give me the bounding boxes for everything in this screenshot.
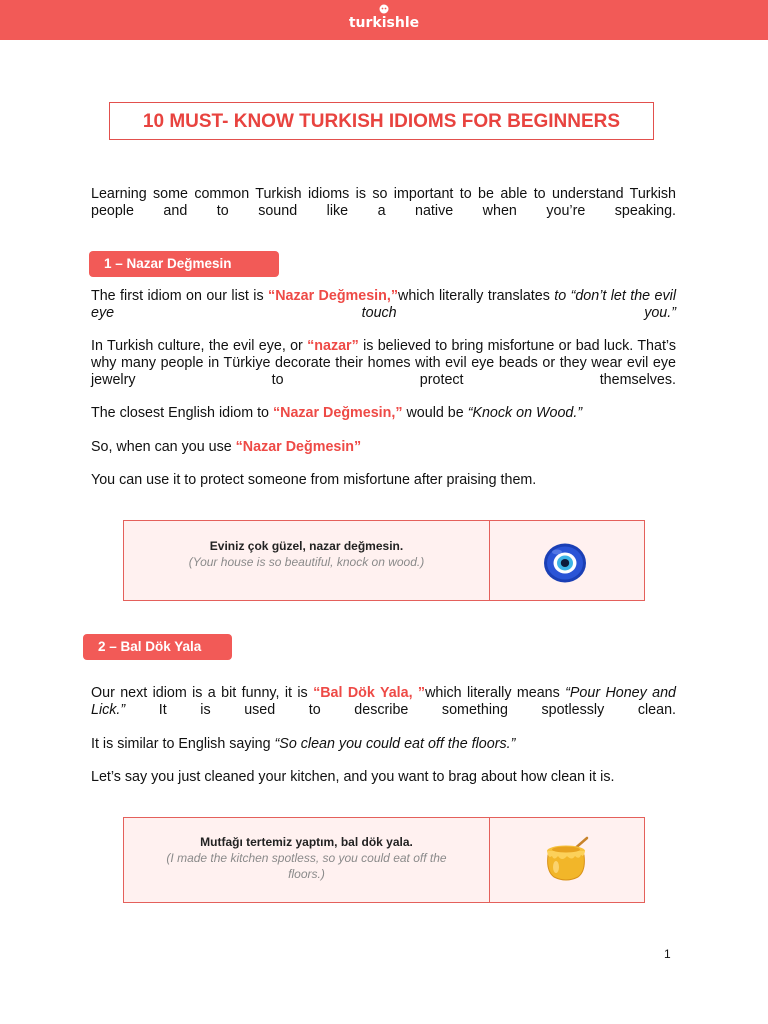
idiom-term: “Nazar Değmesin,” bbox=[268, 288, 398, 304]
s2-paragraph-3: Let’s say you just cleaned your kitchen, and you want to brag about how clean it is. bbox=[91, 769, 615, 785]
example-turkish: Eviniz çok güzel, nazar değmesin. bbox=[209, 539, 404, 553]
section-1-heading: 1 – Nazar Değmesin bbox=[89, 251, 279, 277]
honey-pot-icon bbox=[542, 835, 590, 883]
s1-paragraph-2: In Turkish culture, the evil eye, or “nazar” is believed to bring misfortune or bad luck. That’s why many people in Türkiye decorate their homes with evil eye beads or they wear evil eye jewelry to protect themselves. bbox=[91, 338, 676, 388]
example-text bbox=[124, 538, 489, 570]
s1-paragraph-4: So, when can you use “Nazar Değmesin” bbox=[91, 439, 362, 455]
page-title: 10 MUST- KNOW TURKISH IDIOMS FOR BEGINNERS bbox=[109, 102, 654, 140]
example-divider bbox=[489, 818, 490, 902]
example-box-1 bbox=[123, 520, 645, 601]
example-divider bbox=[489, 521, 490, 600]
example-english: (I made the kitchen spotless, so you could eat off the floors.) bbox=[166, 851, 447, 881]
idiom-term: “nazar” bbox=[307, 338, 359, 354]
example-turkish: Mutfağı tertemiz yaptım, bal dök yala. bbox=[200, 835, 413, 849]
s1-paragraph-1: The first idiom on our list is “Nazar Değmesin,”which literally translates to “don’t let the evil eye touch you.” bbox=[91, 288, 676, 321]
example-english: (Your house is so beautiful, knock on wood.) bbox=[188, 555, 425, 569]
s2-paragraph-2: It is similar to English saying “So clean you could eat off the floors.” bbox=[91, 736, 516, 752]
s1-paragraph-3: The closest English idiom to “Nazar Değmesin,” would be “Knock on Wood.” bbox=[91, 405, 583, 421]
example-text bbox=[164, 834, 449, 882]
intro-paragraph: Learning some common Turkish idioms is so important to be able to understand Turkish people and to sound like a native when you’re speaking. bbox=[91, 186, 676, 219]
example-box-2 bbox=[123, 817, 645, 903]
s2-paragraph-1: Our next idiom is a bit funny, it is “Bal Dök Yala, ”which literally means “Pour Honey and Lick.” It is used to describe something spotlessly clean. bbox=[91, 685, 676, 718]
idiom-term: “Nazar Değmesin” bbox=[235, 439, 362, 455]
s1-paragraph-5: You can use it to protect someone from misfortune after praising them. bbox=[91, 472, 537, 488]
idiom-term: “Nazar Değmesin,” bbox=[272, 405, 403, 421]
section-2-heading: 2 – Bal Dök Yala bbox=[83, 634, 232, 660]
idiom-term: “Bal Dök Yala, ” bbox=[313, 685, 426, 701]
page-number: 1 bbox=[664, 947, 671, 961]
brand-logo: turkishle bbox=[348, 15, 420, 31]
evil-eye-bead-icon bbox=[543, 542, 587, 584]
